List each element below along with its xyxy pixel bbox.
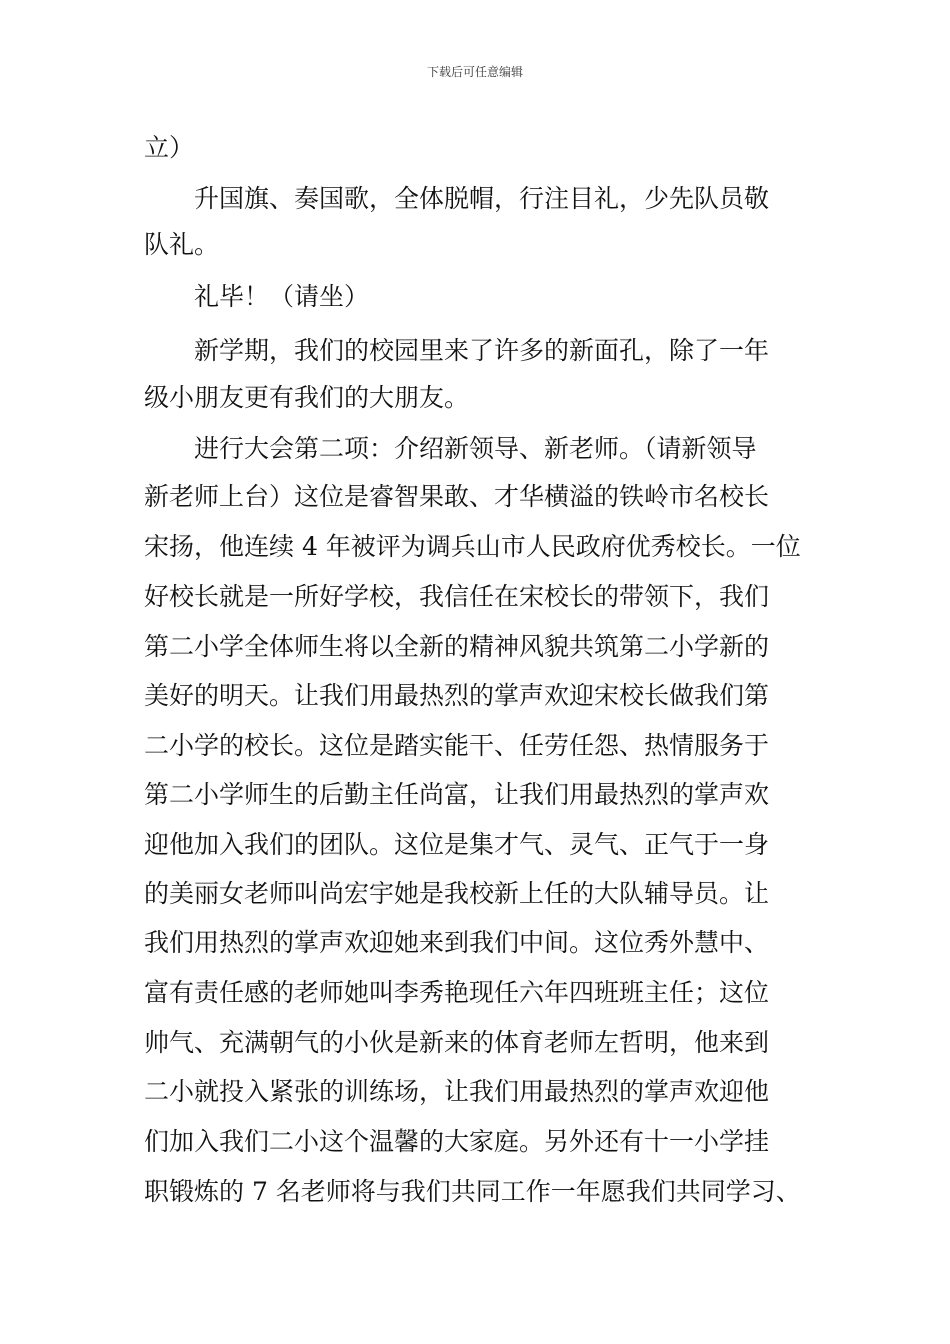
text-line: 第二小学师生的后勤主任尚富，让我们用最热烈的掌声欢 bbox=[144, 780, 770, 809]
text-line: 职锻炼的 7 名老师将与我们共同工作一年愿我们共同学习、 bbox=[144, 1177, 801, 1206]
text-line: 队礼。 bbox=[144, 230, 220, 259]
text-line: 们加入我们二小这个温馨的大家庭。另外还有十一小学挂 bbox=[144, 1127, 770, 1156]
text-line: 二小学的校长。这位是踏实能干、任劳任怨、热情服务于 bbox=[144, 731, 770, 760]
text-line: 升国旗、奏国歌，全体脱帽，行注目礼，少先队员敬 bbox=[144, 184, 770, 213]
page-header-note: 下载后可任意编辑 bbox=[426, 65, 523, 79]
text-line: 的美丽女老师叫尚宏宇她是我校新上任的大队辅导员。让 bbox=[144, 879, 770, 908]
text-line: 迎他加入我们的团队。这位是集才气、灵气、正气于一身 bbox=[144, 830, 770, 859]
text-line: 二小就投入紧张的训练场，让我们用最热烈的掌声欢迎他 bbox=[144, 1077, 770, 1106]
text-line: 立） bbox=[144, 133, 195, 162]
text-line: 帅气、充满朝气的小伙是新来的体育老师左哲明，他来到 bbox=[144, 1028, 770, 1057]
text-line: 第二小学全体师生将以全新的精神风貌共筑第二小学新的 bbox=[144, 632, 770, 661]
text-line: 我们用热烈的掌声欢迎她来到我们中间。这位秀外慧中、 bbox=[144, 928, 770, 957]
text-line: 宋扬，他连续 4 年被评为调兵山市人民政府优秀校长。一位 bbox=[144, 532, 801, 561]
text-line: 美好的明天。让我们用最热烈的掌声欢迎宋校长做我们第 bbox=[144, 681, 770, 710]
text-line: 富有责任感的老师她叫李秀艳现任六年四班班主任；这位 bbox=[144, 978, 770, 1007]
text-line: 新老师上台）这位是睿智果敢、才华横溢的铁岭市名校长 bbox=[144, 482, 770, 511]
text-line: 好校长就是一所好学校，我信任在宋校长的带领下，我们 bbox=[144, 582, 770, 611]
text-line: 礼毕！（请坐） bbox=[144, 282, 370, 311]
text-line: 进行大会第二项：介绍新领导、新老师。（请新领导 bbox=[144, 434, 757, 463]
text-line: 级小朋友更有我们的大朋友。 bbox=[144, 383, 470, 412]
text-line: 新学期，我们的校园里来了许多的新面孔，除了一年 bbox=[144, 336, 770, 365]
